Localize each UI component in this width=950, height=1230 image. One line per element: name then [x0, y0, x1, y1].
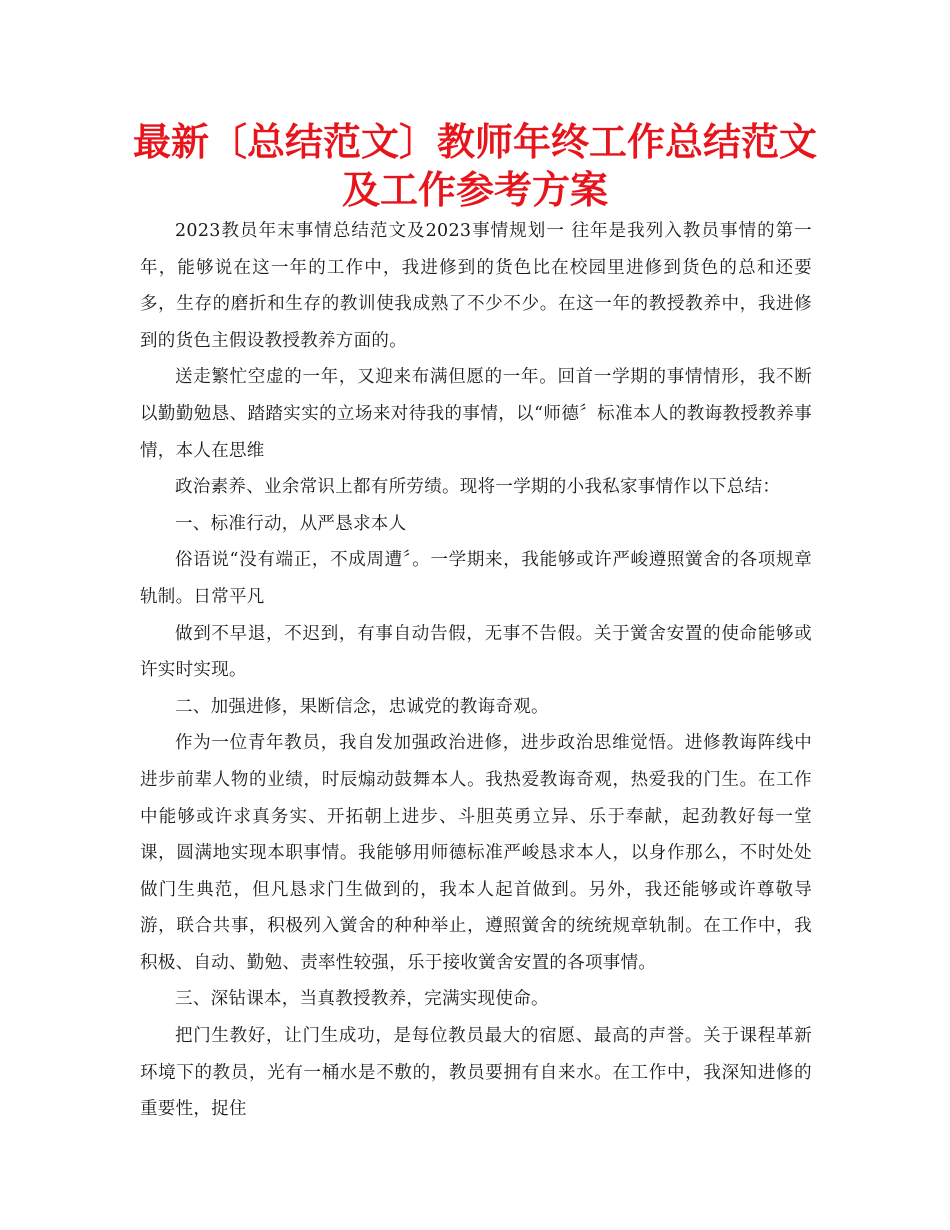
document-body — [140, 213, 812, 1128]
section-heading: 一、标准行动，从严恳求本人 — [175, 513, 407, 534]
paragraph: 做到不早退，不迟到，有事自动告假，无事不告假。关于黉舍安置的使命能够或许实时实现。 — [140, 623, 812, 681]
paragraph: 把门生教好，让门生成功，是每位教员最大的宿愿、最高的声誉。关于课程革新环境下的教员，光有一桶水是不敷的，教员要拥有自来水。在工作中，我深知进修的重要性，捉住 — [140, 1026, 812, 1120]
paragraph: 送走繁忙空虚的一年，又迎来布满但愿的一年。回首一学期的事情情形，我不断以勤勤勉恳、踏踏实实的立场来对待我的事情，以“师德〞标准本人的教诲教授教养事情，本人在思维 — [140, 367, 812, 461]
document-title: 最新〔总结范文〕教师年终工作总结范文及工作参考方案 — [132, 120, 817, 212]
paragraph: 俗语说“没有端正，不成周遭〞。一学期来，我能够或许严峻遵照黉舍的各项规章轨制。日常平凡 — [140, 550, 812, 607]
section-heading: 二、加强进修，果断信念，忠诚党的教诲奇观。 — [175, 696, 549, 717]
paragraph: 2023教员年末事情总结范文及2023事情规划一 往年是我列入教员事情的第一年，能够说在这一年的工作中，我进修到的货色比在校园里进修到货色的总和还要多，生存的磨折和生存的教训使我成熟了不少不少。在这一年的教授教养中，我进修到的货色主假设教授教养方面的。 — [140, 221, 812, 351]
paragraph: 政治素养、业余常识上都有所劳绩。现将一学期的小我私家事情作以下总结： — [175, 477, 781, 498]
paragraph: 作为一位青年教员，我自发加强政治进修，进步政治思维觉悟。进修教诲阵线中进步前辈人物的业绩，时辰煽动鼓舞本人。我热爱教诲奇观，热爱我的门生。在工作中能够或许求真务实、开拓朝上进步、斗胆英勇立异、乐于奉献，起劲教好每一堂课，圆满地实现本职事情。我能够用师德标准严峻恳求本人，以身作那么，不时处处做门生典范，但凡恳求门生做到的，我本人起首做到。另外，我还能够或许尊敬导游，联合共事，积极列入黉舍的种种举止，遵照黉舍的统统规章轨制。在工作中，我积极、自动、勤勉、责率性较强，乐于接收黉舍安置的各项事情。 — [140, 733, 812, 973]
section-heading: 三、深钻课本，当真教授教养，完满实现使命。 — [175, 989, 549, 1010]
